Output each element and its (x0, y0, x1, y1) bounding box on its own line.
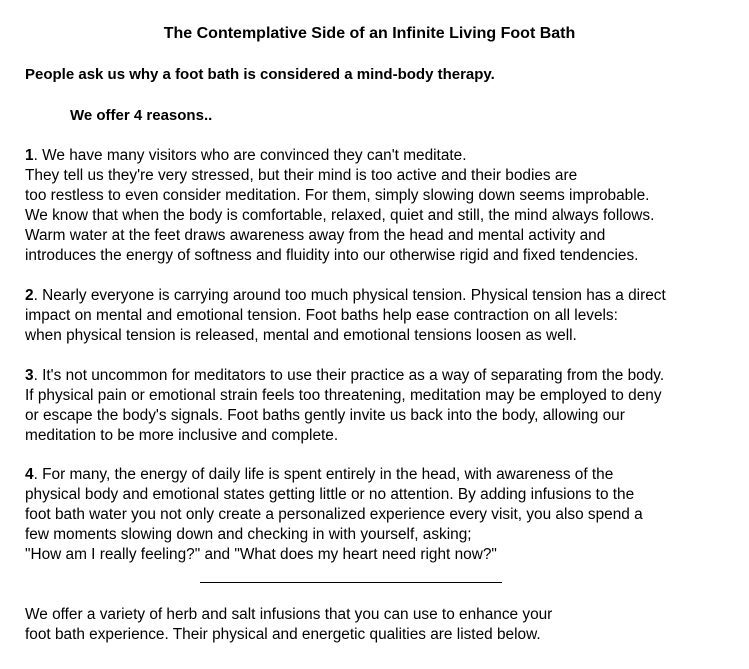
paragraph-line: or escape the body's signals. Foot baths gently invite us back into the body, allowing our (25, 407, 625, 424)
reason-paragraph-2 (25, 286, 666, 346)
reason-number: 2 (25, 287, 34, 304)
paragraph-line: foot bath water you not only create a personalized experience every visit, you also spend a (25, 506, 643, 523)
reasons-intro: We offer 4 reasons.. (70, 107, 213, 124)
horizontal-divider (200, 582, 502, 583)
closing-paragraph (25, 605, 552, 645)
paragraph-line: introduces the energy of softness and fluidity into our otherwise rigid and fixed tendencies. (25, 247, 639, 264)
paragraph-line: physical body and emotional states getting little or no attention. By adding infusions to the (25, 486, 635, 503)
line-text: . Nearly everyone is carrying around too much physical tension. Physical tension has a direct (33, 287, 666, 304)
paragraph-line: too restless to even consider meditation. For them, simply slowing down seems improbable. (25, 187, 650, 204)
paragraph-line: meditation to be more inclusive and complete. (25, 427, 339, 444)
paragraph-line: We know that when the body is comfortable, relaxed, quiet and still, the mind always follows. (25, 207, 655, 224)
line-text: . We have many visitors who are convinced they can't meditate. (33, 147, 467, 164)
paragraph-line: when physical tension is released, mental and emotional tensions loosen as well. (25, 327, 577, 344)
reason-paragraph-3 (25, 366, 664, 446)
reason-number: 1 (25, 147, 34, 164)
paragraph-line (25, 465, 643, 485)
paragraph-line: "How am I really feeling?" and "What does my heart need right now?" (25, 546, 497, 563)
reason-paragraph-4 (25, 465, 643, 565)
line-text: . For many, the energy of daily life is spent entirely in the head, with awareness of the (33, 466, 614, 483)
paragraph-line: few moments slowing down and checking in with yourself, asking; (25, 526, 472, 543)
paragraph-line (25, 286, 666, 306)
paragraph-line: If physical pain or emotional strain feels too threatening, meditation may be employed to deny (25, 387, 662, 404)
paragraph-line (25, 366, 664, 386)
paragraph-line: impact on mental and emotional tension. Foot baths help ease contraction on all levels: (25, 307, 618, 324)
line-text: . It's not uncommon for meditators to use their practice as a way of separating from the body. (33, 367, 665, 384)
page-title: The Contemplative Side of an Infinite Living Foot Bath (163, 25, 576, 42)
reason-number: 4 (25, 466, 34, 483)
paragraph-line (25, 146, 654, 166)
paragraph-line: We offer a variety of herb and salt infusions that you can use to enhance your (25, 606, 553, 623)
reason-number: 3 (25, 367, 34, 384)
reason-paragraph-1 (25, 146, 654, 266)
paragraph-line: They tell us they're very stressed, but their mind is too active and their bodies are (25, 167, 578, 184)
paragraph-line: foot bath experience. Their physical and energetic qualities are listed below. (25, 626, 541, 643)
subtitle-question: People ask us why a foot bath is considered a mind-body therapy. (25, 66, 495, 83)
paragraph-line: Warm water at the feet draws awareness away from the head and mental activity and (25, 227, 606, 244)
